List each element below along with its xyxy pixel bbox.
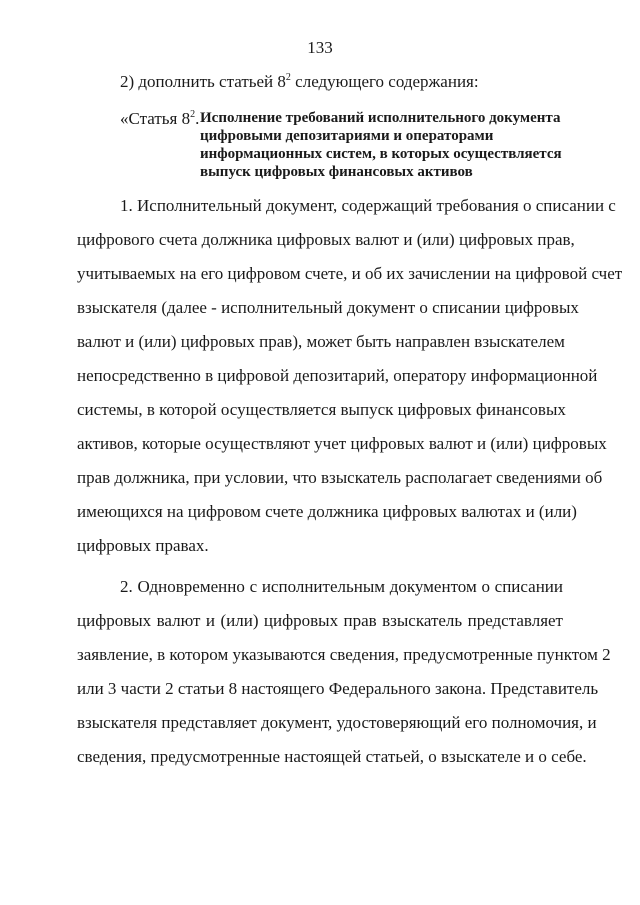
- paragraph-line: прав должника, при условии, что взыскатель располагает сведениями об: [77, 468, 603, 487]
- paragraph-line: цифрового счета должника цифровых валют и (или) цифровых прав,: [77, 230, 575, 249]
- article-label: [120, 109, 199, 129]
- article-title-line: Исполнение требований исполнительного документа: [200, 110, 561, 126]
- paragraph-line: валют и (или) цифровых прав), может быть направлен взыскателем: [77, 332, 565, 351]
- paragraph-line: учитываемых на его цифровом счете, и об их зачислении на цифровой счет: [77, 264, 623, 283]
- paragraph-line: системы, в которой осуществляется выпуск цифровых финансовых: [77, 400, 566, 419]
- paragraph-2: [77, 570, 611, 774]
- article-title-line: цифровыми депозитариями и операторами: [200, 128, 494, 144]
- paragraph-line: взыскателя представляет документ, удостоверяющий его полномочия, и: [77, 713, 597, 732]
- paragraph-1: [77, 189, 623, 563]
- article-label-prefix: «Статья 8: [120, 109, 191, 128]
- article-title: [200, 109, 580, 181]
- intro-text-before: 2) дополнить статьей 8: [120, 72, 286, 91]
- paragraph-line: заявление, в котором указываются сведения, предусмотренные пунктом 2: [77, 645, 611, 664]
- paragraph-line: 1. Исполнительный документ, содержащий требования о списании с: [120, 196, 616, 215]
- intro-superscript: 2: [285, 72, 291, 83]
- paragraph-line: взыскателя (далее - исполнительный документ о списании цифровых: [77, 298, 579, 317]
- amendment-intro: [120, 72, 479, 92]
- paragraph-line: или 3 части 2 статьи 8 настоящего Федерального закона. Представитель: [77, 679, 599, 698]
- paragraph-line: сведения, предусмотренные настоящей статьей, о взыскателе и о себе.: [77, 747, 587, 766]
- paragraph-line: цифровых правах.: [77, 536, 209, 555]
- intro-text-after: следующего содержания:: [290, 72, 479, 91]
- paragraph-line: имеющихся на цифровом счете должника цифровых валютах и (или): [77, 502, 577, 521]
- paragraph-line: непосредственно в цифровой депозитарий, оператору информационной: [77, 366, 598, 385]
- paragraph-line: 2. Одновременно с исполнительным документом о списании: [120, 577, 563, 596]
- article-label-suffix: .: [195, 109, 200, 128]
- article-title-line: информационных систем, в которых осуществляется: [200, 146, 562, 162]
- paragraph-line: цифровых валют и (или) цифровых прав взыскатель представляет: [77, 611, 563, 630]
- article-label-superscript: 2: [190, 109, 196, 120]
- page-number: 133: [307, 38, 333, 57]
- article-title-line: выпуск цифровых финансовых активов: [200, 164, 473, 180]
- paragraph-line: активов, которые осуществляют учет цифровых валют и (или) цифровых: [77, 434, 607, 453]
